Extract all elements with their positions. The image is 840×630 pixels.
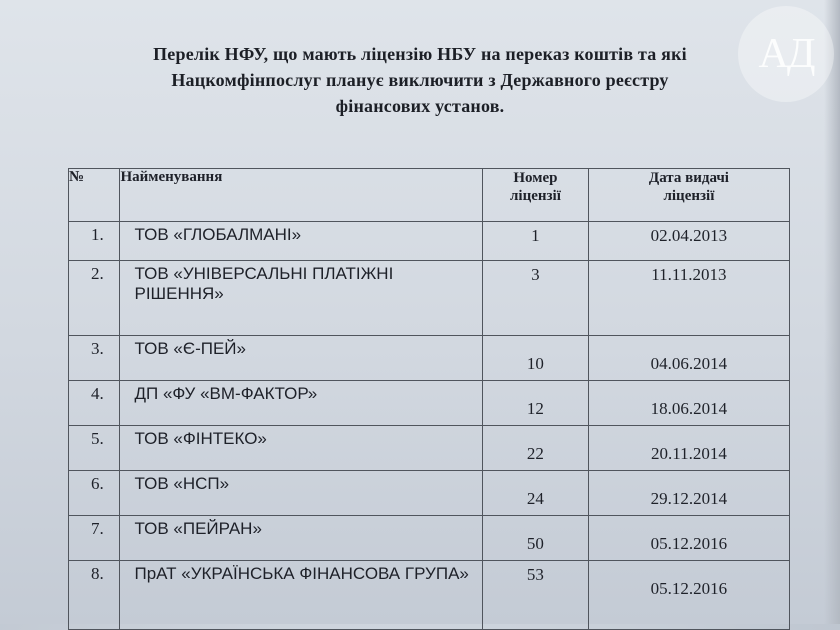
table-row [69,261,790,336]
table-row [69,471,790,516]
table-header-row [69,169,790,222]
row-name: ТОВ «Є-ПЕЙ» [120,336,483,381]
watermark-text: АД [758,31,814,77]
row-license-value: 50 [526,534,544,553]
row-date-value: 20.11.2014 [650,444,727,463]
header-number: № [69,169,120,222]
registry-table [68,168,790,630]
row-date-value: 29.12.2014 [650,489,728,508]
header-date-line-1: Дата видачі [648,170,729,186]
table-row [69,336,790,381]
table-row [69,516,790,561]
row-date: 02.04.2013 [588,222,789,261]
table-row [69,561,790,630]
row-date [588,381,789,426]
row-license [483,336,589,381]
header-date-line-2: ліцензії [663,188,715,204]
table-row [69,381,790,426]
row-license [483,516,589,561]
row-number: 7. [69,516,120,561]
table-row [69,222,790,261]
row-name: ТОВ «ФІНТЕКО» [120,426,483,471]
row-name: ПрАТ «УКРАЇНСЬКА ФІНАНСОВА ГРУПА» [120,561,483,630]
row-license-value: 22 [526,444,544,463]
page-edge-shadow [824,0,840,624]
header-license-number [483,169,589,222]
header-license-line-2: ліцензії [509,188,561,204]
row-date [588,336,789,381]
row-number: 3. [69,336,120,381]
header-name: Найменування [120,169,483,222]
table-row [69,426,790,471]
row-license: 53 [483,561,589,630]
document-title-line-3: фінансових установ. [335,96,505,116]
row-license [483,381,589,426]
row-number: 4. [69,381,120,426]
header-license-line-1: Номер [513,170,558,186]
row-number: 2. [69,261,120,336]
row-name: ТОВ «ГЛОБАЛМАНІ» [120,222,483,261]
row-date-value: 05.12.2016 [650,579,728,598]
row-license-value: 10 [526,354,544,373]
row-license [483,471,589,516]
row-name: ДП «ФУ «ВМ-ФАКТОР» [120,381,483,426]
row-date-value: 05.12.2016 [650,534,728,553]
row-name: ТОВ «ПЕЙРАН» [120,516,483,561]
row-name: ТОВ «УНІВЕРСАЛЬНІ ПЛАТІЖНІ РІШЕННЯ» [120,261,483,336]
row-date [588,516,789,561]
row-date: 11.11.2013 [588,261,789,336]
row-license: 3 [483,261,589,336]
document-title-line-1: Перелік НФУ, що мають ліцензію НБУ на переказ коштів та які [153,44,687,64]
row-name: ТОВ «НСП» [120,471,483,516]
row-license-value: 24 [526,489,544,508]
header-issue-date [588,169,789,222]
row-date-value: 18.06.2014 [650,399,728,418]
row-number: 5. [69,426,120,471]
row-license-value: 12 [526,399,544,418]
row-date [588,471,789,516]
row-number: 8. [69,561,120,630]
row-license [483,426,589,471]
row-date-value: 04.06.2014 [650,354,728,373]
row-number: 1. [69,222,120,261]
row-date [588,426,789,471]
document-title-line-2: Нацкомфінпослуг планує виключити з Державного реєстру [171,70,669,90]
row-date [588,561,789,630]
row-license: 1 [483,222,589,261]
row-number: 6. [69,471,120,516]
